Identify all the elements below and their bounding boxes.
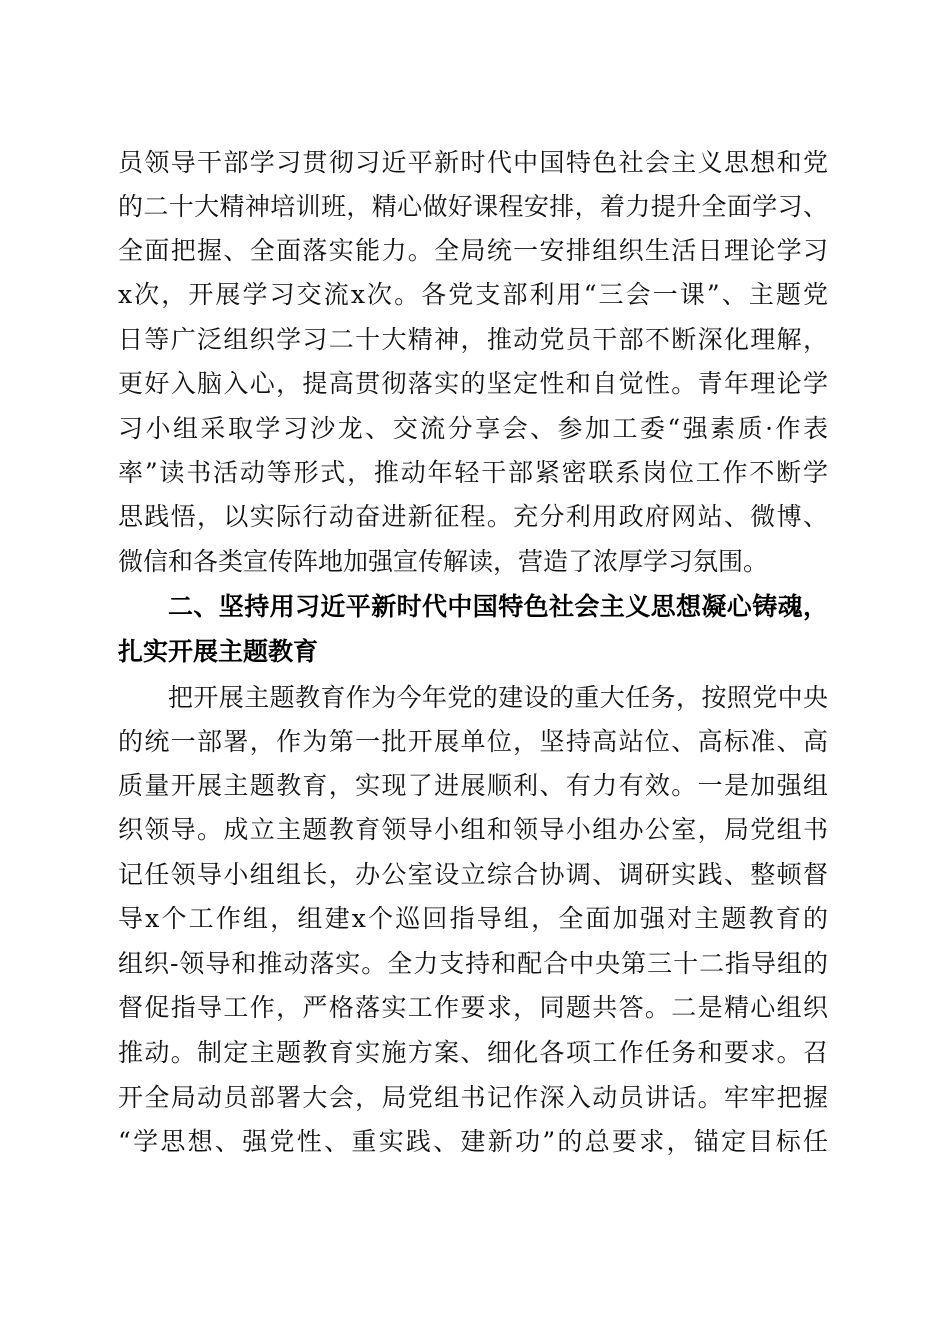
paragraph-line: 组织-领导和推动落实。全力支持和配合中央第三十二指导组的 — [118, 949, 828, 978]
paragraph-line: 开全局动员部署大会，局党组书记作深入动员讲话。牢牢把握 — [118, 1083, 828, 1112]
paragraph-line: 率”读书活动等形式，推动年轻干部紧密联系岗位工作不断学 — [118, 458, 828, 487]
paragraph-line: 全面把握、全面落实能力。全局统一安排组织生活日理论学习 — [118, 236, 828, 265]
paragraph-line: x次，开展学习交流x次。各党支部利用“三会一课”、主题党 — [118, 280, 828, 309]
section-heading: 扎实开展主题教育 — [118, 637, 319, 666]
paragraph-line: 导x个工作组，组建x个巡回指导组，全面加强对主题教育的 — [118, 904, 828, 933]
paragraph-line: 习小组采取学习沙龙、交流分享会、参加工委“强素质·作表 — [118, 414, 828, 443]
paragraph-line: 把开展主题教育作为今年党的建设的重大任务，按照党中央 — [168, 683, 828, 712]
paragraph-line: 思践悟，以实际行动奋进新征程。充分利用政府网站、微博、 — [118, 502, 828, 531]
paragraph-line: 质量开展主题教育，实现了进展顺利、有力有效。一是加强组 — [118, 771, 828, 800]
paragraph-line: 日等广泛组织学习二十大精神，推动党员干部不断深化理解， — [118, 325, 828, 354]
paragraph-line: 织领导。成立主题教育领导小组和领导小组办公室，局党组书 — [118, 815, 828, 844]
paragraph-line: 的统一部署，作为第一批开展单位，坚持高站位、高标准、高 — [118, 727, 828, 756]
paragraph-line: 更好入脑入心，提高贯彻落实的坚定性和自觉性。青年理论学 — [118, 369, 828, 398]
paragraph-line: 员领导干部学习贯彻习近平新时代中国特色社会主义思想和党 — [118, 148, 828, 177]
paragraph-line: 微信和各类宣传阵地加强宣传解读，营造了浓厚学习氛围。 — [118, 547, 769, 576]
paragraph-line: 的二十大精神培训班，精心做好课程安排，着力提升全面学习、 — [118, 192, 828, 221]
section-heading: 二、坚持用习近平新时代中国特色社会主义思想凝心铸魂， — [168, 592, 828, 621]
paragraph-line: 督促指导工作，严格落实工作要求，同题共答。二是精心组织 — [118, 993, 828, 1022]
paragraph-line: “学思想、强党性、重实践、建新功”的总要求，锚定目标任 — [118, 1127, 828, 1156]
paragraph-line: 记任领导小组组长，办公室设立综合协调、调研实践、整顿督 — [118, 860, 828, 889]
paragraph-line: 推动。制定主题教育实施方案、细化各项工作任务和要求。召 — [118, 1038, 828, 1067]
